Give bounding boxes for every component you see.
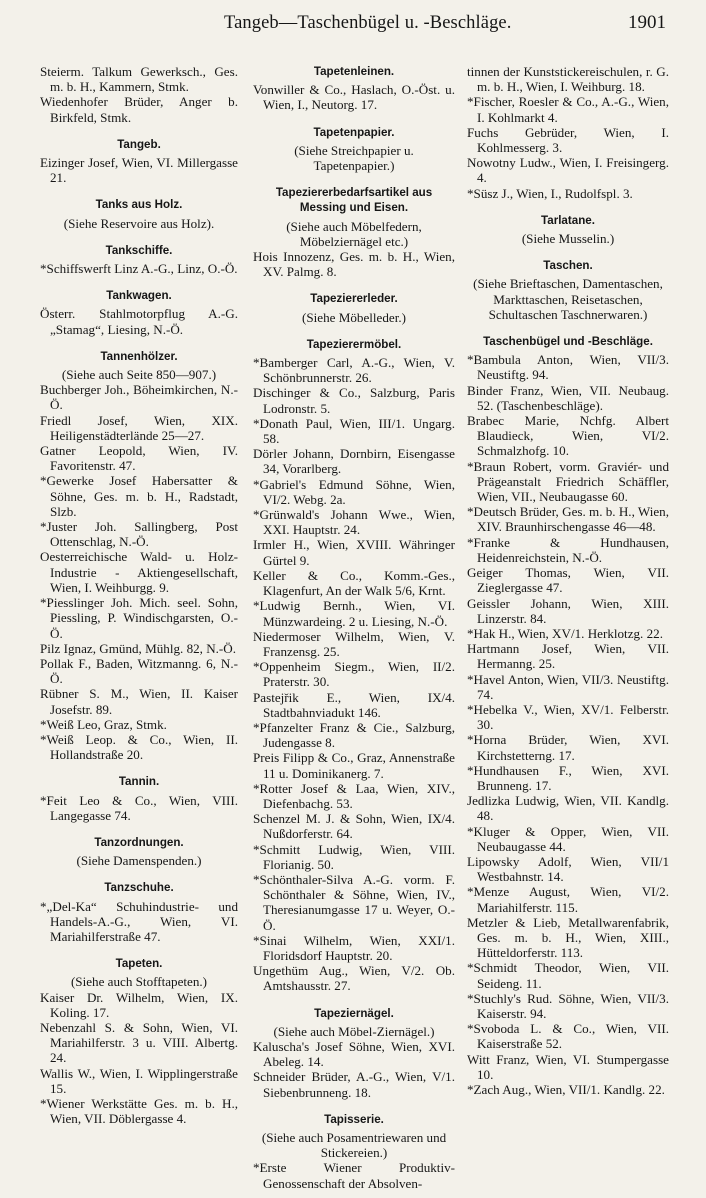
cross-reference-note: (Siehe auch Möbel-Ziernägel.) [273, 1023, 435, 1039]
directory-entry: *Sinai Wilhelm, Wien, XXI/1. Floridsdorf Hauptstr. 20. [253, 932, 455, 963]
directory-entry: *Havel Anton, Wien, VII/3. Neustiftg. 74. [467, 671, 669, 702]
directory-entry: tinnen der Kunststickereischulen, r. G. m. b. H., Wien, I. Weihburg. 18. [467, 64, 669, 95]
directory-entry: *Gewerke Josef Habersatter & Söhne, Ges. m. b. H., Radstadt, Slzb. [40, 473, 238, 519]
section-heading: Tangeb. [117, 137, 161, 151]
section-heading: Tapeziernägel. [314, 1006, 394, 1020]
column-middle [253, 64, 455, 1191]
directory-entry: *„Del-Ka“ Schuhindustrie- und Handels-A.-G., Wien, VI. Mariahilferstraße 47. [40, 898, 238, 944]
column-left [40, 64, 238, 1126]
directory-entry: Dischinger & Co., Salzburg, Paris Lodronstr. 5. [253, 385, 455, 416]
page-header [0, 0, 706, 50]
directory-entry: *Piesslinger Joh. Mich. seel. Sohn, Piessling, P. Windischgarsten, O.-Ö. [40, 595, 238, 641]
directory-entry: Jedlizka Ludwig, Wien, VII. Kandlg. 48. [467, 793, 669, 824]
directory-entry: *Franke & Hundhausen, Heidenreichstein, N.-Ö. [467, 534, 669, 565]
directory-entry: *Süsz J., Wien, I., Rudolfspl. 3. [467, 185, 633, 201]
directory-entry: Rübner S. M., Wien, II. Kaiser Josefstr. 89. [40, 686, 238, 717]
directory-entry: *Weiß Leo, Graz, Stmk. [40, 716, 167, 732]
directory-entry: *Hundhausen F., Wien, XVI. Brunneng. 17. [467, 762, 669, 793]
running-title: Tangeb—Taschenbügel u. -Beschläge. [224, 13, 512, 33]
section-heading: Taschen. [543, 259, 593, 273]
directory-entry: *Bamberger Carl, A.-G., Wien, V. Schönbrunnerstr. 26. [253, 355, 455, 386]
cross-reference-note: (Siehe Streichpapier u. Tapetenpapier.) [294, 142, 414, 174]
section-heading: Tanzordnungen. [94, 835, 184, 849]
directory-entry: *Gabriel's Edmund Söhne, Wien, VI/2. Webg. 2a. [253, 476, 455, 507]
directory-entry: Irmler H., Wien, XVIII. Währinger Gürtel 9. [253, 537, 455, 568]
directory-entry: *Braun Robert, vorm. Graviér- und Prägeanstalt Friedrich Schäffler, Wien, VII., Neubaugasse 60. [467, 458, 669, 505]
directory-entry: Brabec Marie, Nchfg. Albert Blaudieck, Wien, VI/2. Schmalzhofg. 10. [467, 413, 669, 459]
directory-entry: *Hak H., Wien, XV/1. Herklotzg. 22. [467, 625, 663, 641]
section-heading: Tankwagen. [106, 289, 172, 303]
section-heading: Tanzschuhe. [104, 881, 174, 895]
directory-entry: *Wiener Werkstätte Ges. m. b. H., Wien, VII. Döblergasse 4. [40, 1095, 238, 1127]
section-heading: Tannin. [118, 775, 160, 789]
cross-reference-note: (Siehe Musselin.) [521, 231, 615, 247]
directory-entry: Ungethüm Aug., Wien, V/2. Ob. Amtshausstr. 27. [253, 963, 455, 994]
section-heading: Tapetenleinen. [313, 65, 395, 78]
section-heading: Tapisserie. [324, 1112, 384, 1126]
directory-entry: *Deutsch Brüder, Ges. m. b. H., Wien, XIV. Braunhirschengasse 46—48. [467, 504, 669, 535]
cross-reference-note: (Siehe Brieftaschen, Damentaschen, Markttaschen, Reisetaschen, Schultaschen Taschnerwaren.) [473, 276, 663, 322]
directory-entry: Fuchs Gebrüder, Wien, I. Kohlmesserg. 3. [467, 124, 669, 156]
section-heading: Tapezierermöbel. [306, 337, 402, 351]
directory-entry: Hois Innozenz, Ges. m. b. H., Wien, XV. Palmg. 8. [253, 249, 455, 280]
directory-entry: *Donath Paul, Wien, III/1. Ungarg. 58. [253, 415, 455, 447]
section-heading: Tapeziererleder. [310, 292, 398, 306]
directory-entry: Kaluscha's Josef Söhne, Wien, XVI. Abeleg. 14. [253, 1038, 455, 1070]
directory-entry: *Grünwald's Johann Wwe., Wien, XXI. Hauptstr. 24. [253, 507, 455, 538]
cross-reference-note: (Siehe auch Posamentriewaren und Stickereien.) [261, 1130, 447, 1161]
directory-entry: Hartmann Josef, Wien, VII. Hermanng. 25. [467, 641, 669, 672]
directory-entry: *Weiß Leop. & Co., Wien, II. Hollandstraße 20. [40, 731, 238, 763]
section-heading: Tannenhölzer. [100, 349, 178, 363]
directory-entry: *Zach Aug., Wien, VII/1. Kandlg. 22. [467, 1082, 665, 1097]
directory-entry: Pastejřik E., Wien, IX/4. Stadtbahnviadukt 146. [253, 689, 455, 720]
directory-entry: Kaiser Dr. Wilhelm, Wien, IX. Koling. 17. [40, 989, 238, 1020]
directory-entry: *Stuchly's Rud. Söhne, Wien, VII/3. Kaiserstr. 94. [467, 990, 669, 1021]
cross-reference-note: (Siehe auch Stofftapeten.) [70, 974, 208, 990]
cross-reference-note: (Siehe Damenspenden.) [76, 853, 202, 869]
directory-entry: Binder Franz, Wien, VII. Neubaug. 52. (Taschenbeschläge). [467, 382, 669, 413]
section-heading: Tapeziererbedarfsartikel aus Messing und Eisen. [275, 186, 433, 215]
directory-entry: Oesterreichische Wald- u. Holz-Industrie - Aktiengesellschaft, Wien, I. Weihburgg. 9. [40, 549, 238, 595]
section-heading: Tapeten. [115, 957, 163, 971]
directory-entry: Geiger Thomas, Wien, VII. Zieglergasse 47. [467, 565, 669, 596]
directory-entry: Nowotny Ludw., Wien, I. Freisingerg. 4. [467, 155, 669, 186]
directory-entry: Wallis W., Wien, I. Wipplingerstraße 15. [40, 1065, 238, 1096]
directory-entry: Metzler & Lieb, Metallwarenfabrik, Ges. m. b. H., Wien, XIII., Hütteldorferstr. 113. [467, 914, 669, 961]
directory-entry: *Horna Brüder, Wien, XVI. Kirchstetterng. 17. [467, 732, 669, 763]
cross-reference-note: (Siehe Möbelleder.) [302, 309, 406, 325]
directory-entry: Pilz Ignaz, Gmünd, Mühlg. 82, N.-Ö. [40, 640, 237, 656]
directory-entry: *Pfanzelter Franz & Cie., Salzburg, Judengasse 8. [253, 719, 455, 751]
directory-entry: Nebenzahl S. & Sohn, Wien, VI. Mariahilferstr. 3 u. VIII. Albertg. 24. [40, 1019, 238, 1066]
directory-entry: Schenzel M. J. & Sohn, Wien, IX/4. Nußdorferstr. 64. [253, 811, 455, 842]
directory-entry: Vonwiller & Co., Haslach, O.-Öst. u. Wien, I., Neutorg. 17. [253, 82, 455, 113]
directory-entry: Keller & Co., Komm.-Ges., Klagenfurt, An der Walk 5/6, Krnt. [253, 567, 455, 599]
page-number: 1901 [628, 12, 666, 33]
directory-entry: *Hebelka V., Wien, XV/1. Felberstr. 30. [467, 701, 669, 733]
section-heading: Taschenbügel und -Beschläge. [483, 335, 653, 349]
directory-entry: *Juster Joh. Sallingberg, Post Ottenschlag, N.-Ö. [40, 519, 238, 550]
directory-entry: *Schmidt Theodor, Wien, VII. Seideng. 11. [467, 960, 669, 991]
section-heading: Tapetenpapier. [313, 125, 395, 139]
directory-entry: *Bambula Anton, Wien, VII/3. Neustiftg. 94. [467, 352, 669, 383]
section-heading: Tankschiffe. [105, 243, 173, 257]
directory-entry: Geissler Johann, Wien, XIII. Linzerstr. 84. [467, 595, 669, 626]
section-heading: Tarlatane. [541, 213, 595, 227]
cross-reference-note: (Siehe Reservoire aus Holz). [63, 215, 215, 231]
directory-entry: *Rotter Josef & Laa, Wien, XIV., Diefenbachg. 53. [253, 780, 455, 811]
directory-entry: *Schmitt Ludwig, Wien, VIII. Florianig. 50. [253, 841, 455, 872]
directory-entry: Wiedenhofer Brüder, Anger b. Birkfeld, Stmk. [40, 94, 238, 125]
directory-entry: Buchberger Joh., Böheimkirchen, N.-Ö. [40, 382, 238, 413]
directory-entry: Gatner Leopold, Wien, IV. Favoritenstr. 47. [40, 443, 238, 474]
directory-entry: Steierm. Talkum Gewerksch., Ges. m. b. H., Kammern, Stmk. [40, 64, 238, 95]
directory-entry: *Schönthaler-Silva A.-G. vorm. F. Schönthaler & Söhne, Wien, IV., Theresianumgasse 17 u. Weyer, O.-Ö. [253, 871, 455, 933]
section-heading: Tanks aus Holz. [95, 198, 183, 212]
directory-entry: Schneider Brüder, A.-G., Wien, V/1. Siebenbrunneng. 18. [253, 1069, 455, 1100]
directory-entry: Lipowsky Adolf, Wien, VII/1 Westbahnstr. 14. [467, 853, 669, 885]
directory-entry: Pollak F., Baden, Witzmanng. 6, N.-Ö. [40, 655, 238, 687]
column-right [467, 64, 669, 1097]
directory-entry: Dörler Johann, Dornbirn, Eisengasse 34, Vorarlberg. [253, 446, 455, 477]
directory-entry: Witt Franz, Wien, VI. Stumpergasse 10. [467, 1051, 669, 1082]
directory-entry: Österr. Stahlmotorpflug A.-G. „Stamag“, Liesing, N.-Ö. [40, 306, 238, 337]
directory-entry: *Erste Wiener Produktiv-Genossenschaft der Absolven- [253, 1160, 455, 1191]
directory-entry: *Kluger & Opper, Wien, VII. Neubaugasse 44. [467, 823, 669, 854]
directory-entry: *Menze August, Wien, VI/2. Mariahilferstr. 115. [467, 884, 669, 915]
directory-entry: Friedl Josef, Wien, XIX. Heiligenstädterlände 25—27. [40, 412, 238, 443]
directory-entry: Eizinger Josef, Wien, VI. Millergasse 21. [40, 155, 238, 186]
directory-entry: *Oppenheim Siegm., Wien, II/2. Praterstr. 30. [253, 659, 455, 690]
directory-entry: *Ludwig Bernh., Wien, VI. Münzwardeing. 2 u. Liesing, N.-Ö. [253, 598, 455, 629]
directory-entry: Preis Filipp & Co., Graz, Annenstraße 11 u. Dominikanerg. 7. [253, 750, 455, 781]
cross-reference-note: (Siehe auch Seite 850—907.) [61, 367, 217, 383]
directory-entry: *Fischer, Roesler & Co., A.-G., Wien, I. Kohlmarkt 4. [467, 94, 669, 125]
cross-reference-note: (Siehe auch Möbelfedern, Möbelziernägel etc.) [286, 218, 422, 249]
directory-entry: *Schiffswerft Linz A.-G., Linz, O.-Ö. [40, 261, 238, 277]
directory-entry: *Svoboda L. & Co., Wien, VII. Kaiserstraße 52. [467, 1021, 669, 1052]
directory-entry: Niedermoser Wilhelm, Wien, V. Franzensg. 25. [253, 628, 455, 659]
directory-entry: *Feit Leo & Co., Wien, VIII. Langegasse 74. [40, 792, 238, 823]
